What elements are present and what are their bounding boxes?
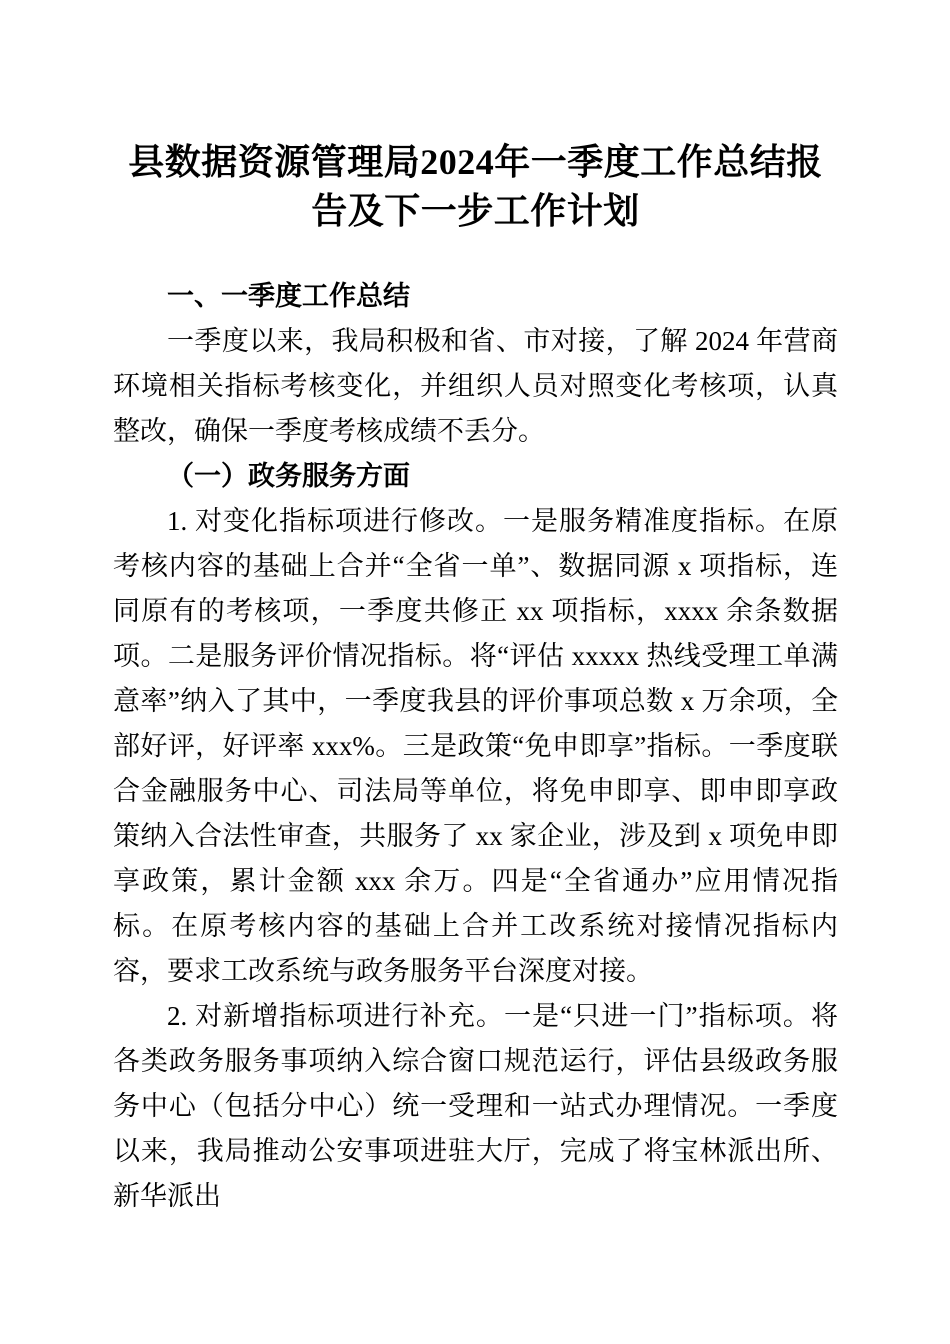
document-title: 县数据资源管理局2024年一季度工作总结报告及下一步工作计划	[128, 142, 823, 231]
paragraph-new-indicators: 2. 对新增指标项进行补充。一是“只进一门”指标项。将各类政务服务事项纳入综合窗口规范运行，评估县级政务服务中心（包括分中心）统一受理和一站式办理情况。一季度以来，我局推动公安事项进驻大厅，完成了将宝林派出所、新华派出	[113, 1001, 838, 1211]
document-body	[113, 274, 838, 1219]
section-heading-quarter-summary: 一、一季度工作总结	[167, 281, 410, 311]
paragraph-indicator-revisions: 1. 对变化指标项进行修改。一是服务精准度指标。在原考核内容的基础上合并“全省一单”、数据同源 x 项指标，连同原有的考核项，一季度共修正 xx 项指标，xxxx 余条数据项。二是服务评价情况指标。将“评估 xxxxx 热线受理工单满意率”纳入了其中，一季度我县的评价事项总数 x 万余项，全部好评，好评率 xxx%。三是政策“免申即享”指标。一季度联合金融服务中心、司法局等单位，将免申即享、即申即享政策纳入合法性审查，共服务了 xx 家企业，涉及到 x 项免申即享政策，累计金额 xxx 余万。四是“全省通办”应用情况指标。在原考核内容的基础上合并工改系统对接情况指标内容，要求工改系统与政务服务平台深度对接。	[113, 506, 838, 986]
paragraph-overview: 一季度以来，我局积极和省、市对接，了解 2024 年营商环境相关指标考核变化，并组织人员对照变化考核项，认真整改，确保一季度考核成绩不丢分。	[113, 326, 838, 446]
subsection-heading-government-services: （一）政务服务方面	[167, 461, 410, 491]
